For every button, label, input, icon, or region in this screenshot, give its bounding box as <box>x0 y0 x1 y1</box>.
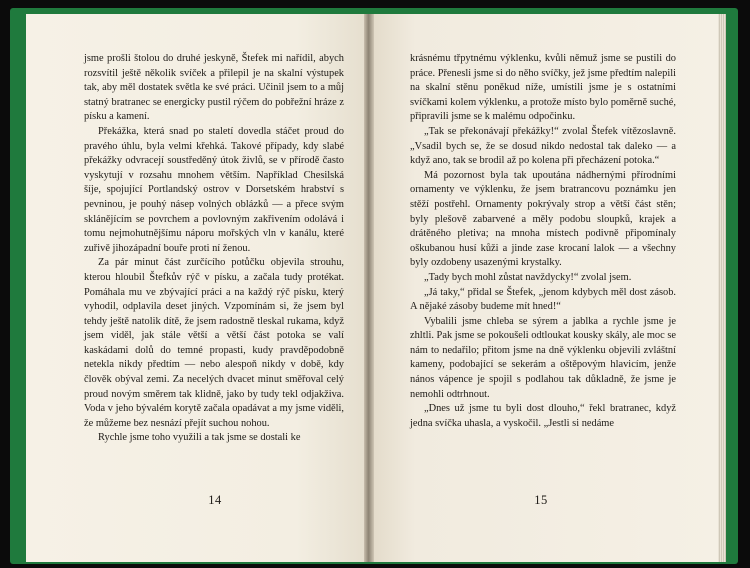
paragraph: „Dnes už jsme tu byli dost dlouho,“ řekl bratranec, když jedna svíčka uhasla, a vyskočil. „Jestli si nedáme <box>410 403 676 429</box>
page-number: 15 <box>534 493 548 507</box>
paragraph: „Já taky,“ přidal se Štefek, „jenom kdybych měl dost zásob. A nějaké zásoby budeme mít hned!“ <box>410 286 676 313</box>
paragraph: Má pozornost byla tak upoutána nádhernými přírodními ornamenty ve výklenku, že jsem bratrancovu poznámku jen stěží postřehl. Ornamenty pokrývaly strop a větší část stěn; byly plešově zabarvené a měly podobu sloupků, krajek a drátěného pletiva; na mnoha místech podivně připomínaly oškubanou husí kůži a jinde zase krocaní lalok — a všechny byly ozdobeny usazenými krystalky. <box>410 169 676 269</box>
paragraph: Vybalili jsme chleba se sýrem a jablka a rychle jsme je zhltli. Pak jsme se pokoušeli odtloukat kousky skály, ale moc se nám to nedařilo; přitom jsme na dně výklenku objevili zvláštní kameny, podobající se sekerám a oštěpovým hlavicím, jenže nános vápence je spojil s podlahou tak důkladně, že jsme je nemohli odtrhnout. <box>410 315 676 400</box>
paragraph: krásnému třpytnému výklenku, kvůli němuž jsme se pustili do práce. Přenesli jsme si do něho svíčky, jež jsme předtím nalepili na skalní stěnu poněkud níže, umístili jsme je s ostatními svíčkami kolem výklenku, a protože místo bylo poměrně suché, připravili jsme se k malému odpočinku. <box>410 53 676 123</box>
left-page-text <box>84 52 344 446</box>
paragraph: jsme prošli štolou do druhé jeskyně, Štefek mi nařídil, abych rozsvítil ještě několik svíček a přilepil je na skalní výstupek tak, aby měl dostatek světla ke své práci. Učinil jsem to a můj statný bratranec se energicky pustil rýčem do pobřežní hráze z písku a kamení. <box>84 53 344 123</box>
right-page-text <box>410 52 676 431</box>
book-gutter <box>364 14 374 562</box>
left-page <box>26 14 364 562</box>
paragraph: „Tak se překonávají překážky!“ zvolal Štefek vítězoslavně. „Vsadil bych se, že se dosud nikdo nedostal tak daleko — a když ano, tak se brodil až po kolena při přecházení potoka.“ <box>410 125 676 167</box>
right-page <box>374 14 720 562</box>
paragraph: Rychle jsme toho využili a tak jsme se dostali ke <box>98 432 301 444</box>
page-block-edge <box>718 14 726 562</box>
page-number: 14 <box>208 493 222 507</box>
paragraph: Za pár minut část zurčícího potůčku objevila strouhu, kterou hloubil Štefkův rýč v písku, a začala tudy protékat. Pomáhala mu ve zbývající práci a na každý rýč písku, který vyhodil, odplavila deset jiných. Vzpomínám si, že jsem byl tehdy ještě natolik dítě, že jsem radostně tleskal rukama, když jsem viděl, jak stále větší a větší část potoka se valí kaskádami dolů do temné propasti, kudy pravděpodobně netekla nikdy předtím — nebo alespoň nikdy v době, kdy člověk obýval zemi. Za necelých dvacet minut směřoval celý proud novým směrem tak klidně, jako by tudy tekl odjakživa. Voda v jeho bývalém korytě začala opadávat a my jsme viděli, že můžeme bez nesnází přejít suchou nohou. <box>84 257 344 429</box>
paragraph: Překážka, která snad po staletí dovedla stáčet proud do pravého úhlu, byla velmi křehká. Takové případy, kdy slabé překážky odvracejí soustředěný útok živlů, se v přírodě často vyskytují v rozsahu mnohem větším. Například Chesilská šíje, spojující Portlandský ostrov v Dorsetském hrabství s pevninou, je pouhý násep volných oblázků — a přece svým sklánějícím se povrchem a povlovným zakřivením odolává i tomu nejmohutnějšímu náporu mořských vln v kanálu, které zuřivě jihozápadní bouře proti ní ženou. <box>84 125 344 254</box>
paragraph: „Tady bych mohl zůstat navždycky!“ zvolal jsem. <box>424 271 632 283</box>
